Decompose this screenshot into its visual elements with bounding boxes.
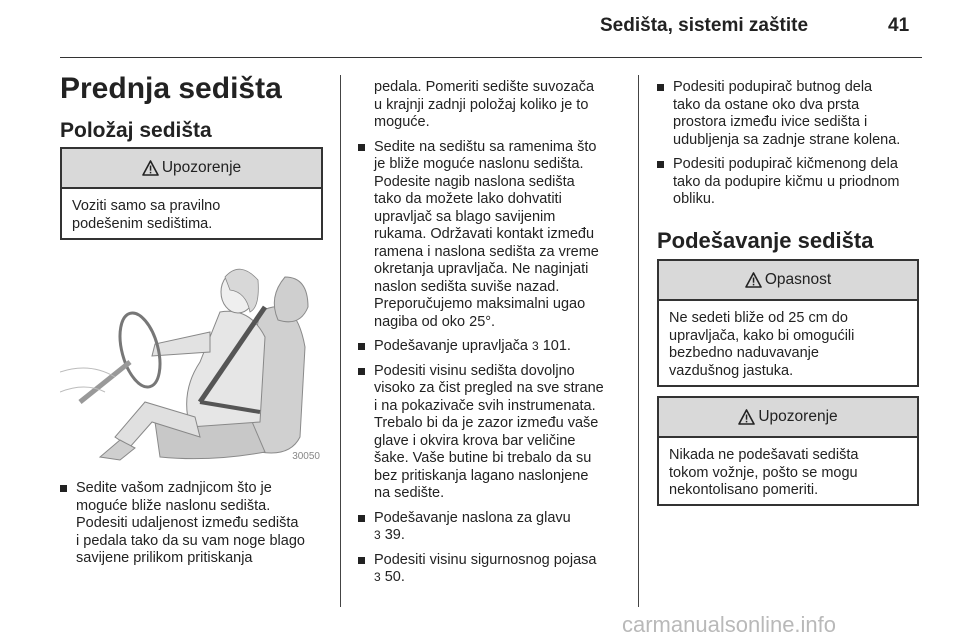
text-line: moguće. [374,114,430,130]
text-line: Podešavanje naslona za glavu [374,509,571,526]
text-line: Preporučujemo maksimalni ugao [374,296,586,312]
text-line: naslon sedišta suviše nazad. [374,278,560,295]
text-line: šake. Vaše butine bi trebalo da su [374,450,592,466]
page-reference[interactable]: 39. [384,527,405,543]
text-line: tokom vožnje, pošto se mogu [669,464,858,481]
text-line: glave i okvira krova bar veličine [374,432,576,449]
text-line: podešenim sedištima. [72,215,213,232]
figure-label: 30050 [292,451,320,462]
bullet-square-icon [60,485,67,492]
text-line: tako da možete lako dohvatiti [374,191,562,207]
text-line: okretanja upravljača. Ne naginjati [374,261,589,277]
list-item [358,552,633,587]
text-line: Podesite nagib naslona sedišta [374,173,575,190]
text-line: pedala. Pomeriti sedište suvozača [374,79,595,95]
page-reference[interactable]: 101. [542,338,571,354]
text-line: u krajnji zadnji položaj koliko je to [374,96,589,113]
bullet-square-icon [358,368,365,375]
driver-seated-illustration [60,252,322,464]
danger-box-body [659,301,917,380]
list-item [657,79,927,149]
bullet-square-icon [657,161,664,168]
list-item [358,139,633,332]
column3-text [657,79,927,216]
text-line: bez pritiskanja lagano naslonjene [374,467,589,484]
text-line: Podešavanje upravljača [374,338,528,354]
bullet-square-icon [358,557,365,564]
text-line: moguće bliže naslonu sedišta. [76,497,271,514]
text-line: upravljača, kako bi omogućili [669,327,855,344]
bullet-square-icon [358,144,365,151]
bullet-square-icon [358,343,365,350]
page-reference-icon: 3 [374,528,381,542]
warning-box-title: Upozorenje [161,159,242,176]
text-line: i na pokazivače svih instrumenata. [374,397,596,414]
danger-box [657,259,919,387]
danger-box-title: Opasnost [764,271,832,288]
section-title: Prednja sedišta [60,72,282,105]
list-item [358,338,633,356]
text-line: obliku. [673,191,715,207]
watermark: carmanualsonline.info [622,612,837,637]
list-item [358,510,633,545]
header-rule [60,57,922,58]
page-reference-icon: 3 [532,339,539,353]
text-line: nekontolisano pomeriti. [669,482,819,498]
subsection-title: Položaj sedišta [60,119,212,142]
warning-triangle-icon [738,409,755,425]
text-line: Podesiti visinu sedišta dovoljno [374,362,575,379]
text-line: Podesiti podupirač kičmenong dela [673,156,898,172]
column2-text [358,79,633,594]
bullet-square-icon [358,515,365,522]
warning-triangle-icon [142,160,159,176]
text-line: udubljenja sa zadnje strane kolena. [673,131,901,148]
running-header-title: Sedišta, sistemi zaštite [600,15,809,36]
continuation-text [358,79,633,132]
text-line: Podesiti udaljenost između sedišta [76,515,299,531]
text-line: vazdušnog jastuka. [669,362,794,379]
warning-box-body [659,438,917,500]
text-line: upravljač sa blago savijenim [374,208,556,225]
text-line: Podesiti podupirač butnog dela [673,79,873,95]
text-line: savijene prilikom pritiskanja [76,550,253,566]
text-line: ramena i naslona sedišta za vreme [374,243,599,260]
text-line: visoko za čist pregled na sve strane [374,380,604,396]
text-line: je bliže moguće naslonu sedišta. [374,156,584,172]
warning-triangle-icon [745,272,762,288]
subsection-title-adjustment: Podešavanje sedišta [657,228,874,253]
danger-box-header [659,261,917,301]
text-line: Voziti samo sa pravilno [72,198,221,214]
column-divider-right [638,75,639,607]
warning-box [60,147,323,240]
text-line: Ne sedeti bliže od 25 cm do [669,310,848,326]
seat-position-illustration [60,252,322,464]
column-divider-left [340,75,341,607]
page-reference-icon: 3 [374,570,381,584]
text-line: i pedala tako da su vam noge blago [76,532,305,549]
warning-box-body [62,189,321,233]
text-line: tako da ostane oko dva prsta [673,96,860,113]
text-line: Podesiti visinu sigurnosnog pojasa [374,551,597,568]
text-line: Trebalo bi da je zazor između vaše [374,415,599,431]
text-line: Sedite na sedištu sa ramenima što [374,138,597,155]
bullet-square-icon [657,84,664,91]
text-line: na sedište. [374,485,445,501]
list-item [358,363,633,503]
page-number: 41 [888,15,910,36]
text-line: bezbedno naduvavanje [669,345,819,361]
text-line: rukama. Održavati kontakt između [374,226,595,242]
list-item [657,156,927,209]
text-line: Nikada ne podešavati sedišta [669,447,859,463]
warning-box [657,396,919,506]
warning-box-header [62,149,321,189]
list-item [60,480,330,568]
warning-box-header [659,398,917,438]
text-line: prostora između ivice sedišta i [673,114,868,130]
column1-text [60,480,330,575]
text-line: nagiba od oko 25°. [374,313,496,330]
page-reference[interactable]: 50. [384,569,405,585]
text-line: tako da podupire kičmu u priodnom [673,173,900,190]
text-line: Sedite vašom zadnjicom što je [76,480,272,496]
warning-box-title: Upozorenje [758,408,838,425]
